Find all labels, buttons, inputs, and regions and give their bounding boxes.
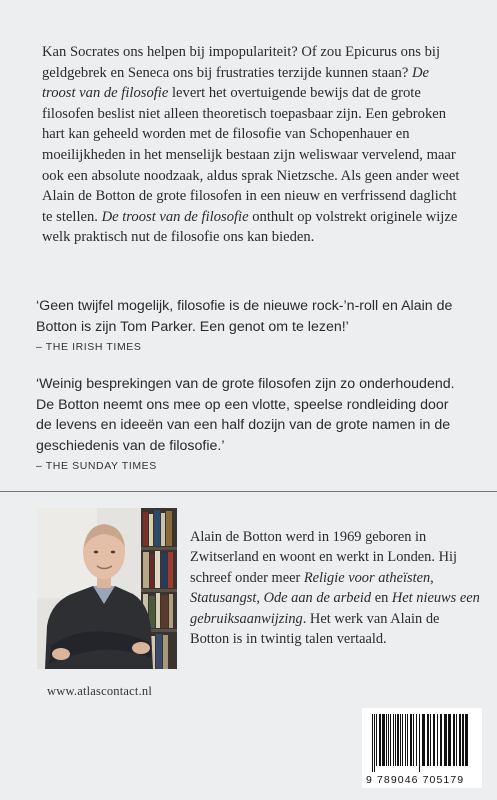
barcode-bar bbox=[437, 714, 438, 766]
barcode-bar bbox=[459, 714, 461, 766]
author-photo bbox=[37, 508, 177, 669]
barcode-bar bbox=[422, 714, 425, 766]
barcode-bar bbox=[456, 714, 457, 766]
barcode-bar bbox=[462, 714, 464, 766]
barcode-bar bbox=[400, 714, 401, 766]
review-quote: ‘Weinig besprekingen van de grote filosofen zijn zo onderhoudend. De Botton neemt ons mee op een vlotte, speelse rondleiding door de levens en ideeën van een half dozijn van de grote namen in de geschiedenis van de filosofie.’ bbox=[36, 376, 455, 454]
barcode-bar bbox=[444, 714, 447, 766]
barcode-bar bbox=[407, 714, 408, 766]
divider bbox=[0, 491, 497, 492]
publisher-website: www.atlascontact.nl bbox=[47, 684, 153, 698]
barcode-bar bbox=[388, 714, 389, 766]
barcode-bar bbox=[382, 714, 385, 766]
barcode-bar bbox=[440, 714, 442, 766]
barcode-bar bbox=[395, 714, 396, 766]
barcode-bar bbox=[430, 714, 431, 766]
barcode-bar bbox=[433, 714, 435, 766]
isbn-number: 9 789046 705179 bbox=[366, 774, 465, 786]
barcode-bar bbox=[453, 714, 455, 766]
barcode-bar bbox=[379, 714, 381, 766]
barcode-bar bbox=[397, 714, 399, 766]
barcode-bar bbox=[393, 714, 394, 766]
review-sunday-times bbox=[36, 374, 466, 472]
barcode-bar bbox=[416, 714, 417, 766]
barcode-bar bbox=[405, 714, 406, 766]
review-irish-times bbox=[36, 296, 466, 353]
book-title-italic: De troost van de filosofie bbox=[42, 64, 430, 102]
barcode-bar bbox=[390, 714, 391, 766]
review-quote: ‘Geen twijfel mogelijk, filosofie is de nieuwe rock-’n-roll en Alain de Botton is zijn Tom Parker. Een genot om te lezen!’ bbox=[36, 298, 453, 335]
bio-paragraph: Alain de Botton werd in 1969 geboren in Zwitserland en woont en werkt in Londen. Hij schreef onder meer Religie voor atheïsten, Statusangst, Ode aan de arbeid en Het nieuws een gebruiksaanwijzing. Het werk van Alain de Botton is in twintig talen vertaald. bbox=[190, 529, 480, 648]
barcode-bar bbox=[372, 714, 373, 772]
barcode-bar bbox=[410, 714, 412, 766]
book-description bbox=[42, 42, 462, 248]
isbn-barcode bbox=[362, 708, 482, 788]
barcode-bar bbox=[386, 714, 387, 766]
book-title-italic: De troost van de filosofie bbox=[101, 208, 249, 225]
barcode-bar bbox=[448, 714, 451, 766]
barcode-bar bbox=[419, 714, 420, 772]
barcode-bar bbox=[402, 714, 403, 766]
author-bio bbox=[190, 527, 480, 649]
barcode-bars bbox=[372, 714, 472, 772]
author-portrait-image bbox=[37, 508, 177, 669]
barcode-bar bbox=[427, 714, 429, 766]
barcode-bar bbox=[376, 714, 377, 766]
barcode-bar bbox=[413, 714, 414, 766]
barcode-bar bbox=[374, 714, 375, 772]
review-source: – THE SUNDAY TIMES bbox=[36, 460, 157, 472]
review-source: – THE IRISH TIMES bbox=[36, 341, 142, 353]
barcode-bar bbox=[465, 714, 468, 766]
description-paragraph: Kan Socrates ons helpen bij impopulariteit? Of zou Epicurus ons bij geldgebrek en Seneca ons bij frustraties terzijde kunnen staan? De troost van de filosofie levert het overtuigende bewijs dat de grote filosofen beslist niet alleen theoretisch toepasbaar zijn. Een gebroken hart kan geheeld worden met de filosofie van Schopenhauer en moeilijkheden in het menselijk bestaan zijn weliswaar vervelend, maar ook een absolute noodzaak, aldus sprak Nietzsche. Als geen ander weet Alain de Botton de grote filosofen in een nieuw en verfrissend daglicht te stellen. De troost van de filosofie onthult op volstrekt originele wijze welk praktisch nut de filosofie ons kan bieden. bbox=[42, 44, 460, 246]
